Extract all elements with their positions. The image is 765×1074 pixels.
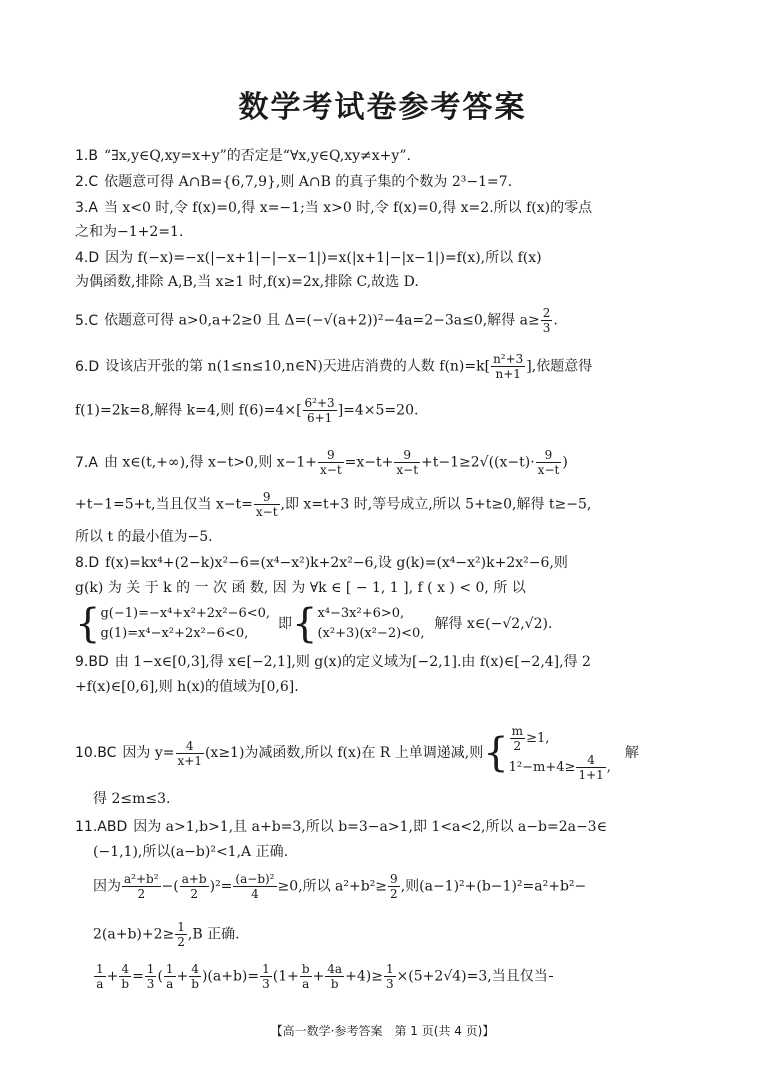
- left-brace-icon: {: [483, 730, 509, 776]
- fraction: $\frac{9}{x-t}$: [396, 448, 419, 477]
- fraction: $\frac{9}{x-t}$: [537, 448, 560, 477]
- answer-7-line-2: +t−1=5+t,当且仅当 x−t= $\frac{9}{x-t}$ ,即 x=t+3 时,等号成立,所以 5+t≥0,解得 t≥−5,: [75, 490, 592, 519]
- left-brace-icon: {: [75, 601, 101, 647]
- fraction: $\frac{4}{1+1}$: [578, 753, 604, 782]
- fraction: $\frac{b}{a}$: [301, 962, 310, 991]
- fraction: $\frac{\text{a²+b²}}{2}$: [124, 872, 159, 901]
- page-title: 数学考试卷参考答案: [238, 90, 527, 125]
- fraction: $\frac{4}{b}$: [121, 962, 130, 991]
- fraction: $\frac{1}{3}$: [146, 962, 155, 991]
- answer-9-line-2: +f(x)∈[0,6],则 h(x)的值域为[0,6].: [75, 679, 299, 695]
- answer-10: 10.BC 因为 y= $\frac{4}{x+1}$ (x≥1)为减函数,所以 f(x)在 R 上单调递减,则{ $\frac{m}{2}$ ≥1, 1²−m+4≥ $\frac{4}{1+1}$ , 解: [75, 724, 639, 782]
- fraction: $\frac{9}{x-t}$: [255, 490, 278, 519]
- answer-3: 3.A 当 x<0 时,令 f(x)=0,得 x=−1;当 x>0 时,令 f(x)=0,得 x=2.所以 f(x)的零点: [75, 200, 593, 216]
- answer-11-line-2: (−1,1),所以(a−b)²<1,A 正确.: [93, 844, 289, 860]
- fraction: $\frac{4a}{b}$: [327, 962, 343, 991]
- fraction: $\frac{1}{a}$: [96, 962, 104, 991]
- answer-11: 11.ABD 因为 a>1,b>1,且 a+b=3,所以 b=3−a>1,即 1<a<2,所以 a−b=2a−3∈: [75, 819, 607, 835]
- fraction: $\frac{1}{3}$: [262, 962, 270, 991]
- answer-3-line-2: 之和为−1+2=1.: [75, 224, 184, 240]
- fraction: $\frac{9}{x-t}$: [320, 448, 342, 477]
- answer-4-line-2: 为偶函数,排除 A,B,当 x≥1 时,f(x)=2x,排除 C,故选 D.: [75, 274, 419, 290]
- equation-system: $\frac{m}{2}$ ≥1, 1²−m+4≥ $\frac{4}{1+1}$ ,: [508, 724, 611, 782]
- answer-6: 6.D 设该店开张的第 n(1≤n≤10,n∈N)天进店消费的人数 f(n)=k[ $\frac{\text{n²+3}}{n+1}$ ],依题意得: [75, 352, 593, 381]
- fraction: $\frac{1}{3}$: [385, 962, 394, 991]
- equation-system: x⁴−3x²+6>0, (x²+3)(x²−2)<0,: [317, 606, 425, 641]
- answer-11-line-4: 2(a+b)+2≥ $\frac{1}{2}$ ,B 正确.: [93, 920, 240, 949]
- fraction: $\frac{9}{2}$: [390, 872, 398, 901]
- answer-9: 9.BD 由 1−x∈[0,3],得 x∈[−2,1],则 g(x)的定义域为[−2,1].由 f(x)∈[−2,4],得 2: [75, 654, 591, 670]
- fraction: $\frac{4}{b}$: [191, 962, 199, 991]
- answer-11-line-5: $\frac{1}{a}$ + $\frac{4}{b}$ = $\frac{1}{3}$ ( $\frac{1}{a}$ + $\frac{4}{b}$ )(a+b)= $\frac{1}{3}$ (1+ $\frac{b}{a}$ + $\frac{4a}{b}$ +4)≥ $\frac{1}{3}$ ×(5+2√4)=3,当且仅当: [93, 962, 554, 991]
- answer-5: 5.C 依题意可得 a>0,a+2≥0 且 Δ=(−√(a+2))²−4a=2−3a≤0,解得 a≥ $\frac{2}{3}$ .: [75, 306, 558, 335]
- fraction: $\frac{\text{(a−b)²}}{4}$: [235, 872, 275, 901]
- answer-8-line-3: { g(−1)=−x⁴+x²+2x²−6<0, g(1)=x⁴−x²+2x²−6<0, 即{ x⁴−3x²+6>0, (x²+3)(x²−2)<0, 解得 x∈(−√2,√2).: [75, 601, 553, 647]
- answer-7-line-3: 所以 t 的最小值为−5.: [75, 529, 213, 545]
- answer-8: 8.D f(x)=kx⁴+(2−k)x²−6=(x⁴−x²)k+2x²−6,设 g(k)=(x⁴−x²)k+2x²−6,则: [75, 555, 568, 571]
- fraction: $\frac{\text{6²+3}}{6+1}$: [304, 396, 335, 425]
- answer-4: 4.D 因为 f(−x)=−x(|−x+1|−|−x−1|)=x(|x+1|−|x−1|)=f(x),所以 f(x): [75, 250, 542, 266]
- answer-7: 7.A 由 x∈(t,+∞),得 x−t>0,则 x−1+ $\frac{9}{x-t}$ =x−t+ $\frac{9}{x-t}$ +t−1≥2√((x−t)· $\frac{9}{x-t}$ ): [75, 448, 568, 477]
- fraction: $\frac{1}{2}$: [177, 920, 185, 949]
- answer-8-line-2: g(k) 为 关 于 k 的 一 次 函 数, 因 为 ∀k ∈ [ − 1, 1 ], f ( x ) < 0, 所 以: [75, 580, 526, 596]
- page-footer: 【高一数学·参考答案 第 1 页(共 4 页)】: [270, 1024, 495, 1038]
- fraction: $\frac{1}{a}$: [165, 962, 174, 991]
- fraction: $\frac{2}{3}$: [542, 306, 551, 335]
- answer-1: 1.B “∃x,y∈Q,xy=x+y”的否定是“∀x,y∈Q,xy≠x+y”.: [75, 148, 411, 164]
- fraction: [549, 976, 553, 977]
- answer-6-line-2: f(1)=2k=8,解得 k=4,则 f(6)=4×[ $\frac{\text{6²+3}}{6+1}$ ]=4×5=20.: [75, 396, 419, 425]
- equation-system: g(−1)=−x⁴+x²+2x²−6<0, g(1)=x⁴−x²+2x²−6<0,: [100, 606, 271, 641]
- fraction: $\frac{\text{n²+3}}{n+1}$: [493, 352, 524, 381]
- answer-11-line-3: 因为 $\frac{\text{a²+b²}}{2}$ −( $\frac{a+b}{2}$ )²= $\frac{\text{(a−b)²}}{4}$ ≥0,所以 a²+b²≥ $\frac{9}{2}$ ,则(a−1)²+(b−1)²=a²+b²−: [93, 872, 587, 901]
- fraction: $\frac{a+b}{2}$: [181, 872, 207, 901]
- left-brace-icon: {: [292, 601, 318, 647]
- answer-2: 2.C 依题意可得 A∩B={6,7,9},则 A∩B 的真子集的个数为 2³−1=7.: [75, 174, 513, 190]
- answer-10-line-2: 得 2≤m≤3.: [93, 791, 171, 807]
- fraction: $\frac{m}{2}$: [511, 724, 524, 753]
- fraction: $\frac{4}{x+1}$: [177, 738, 202, 768]
